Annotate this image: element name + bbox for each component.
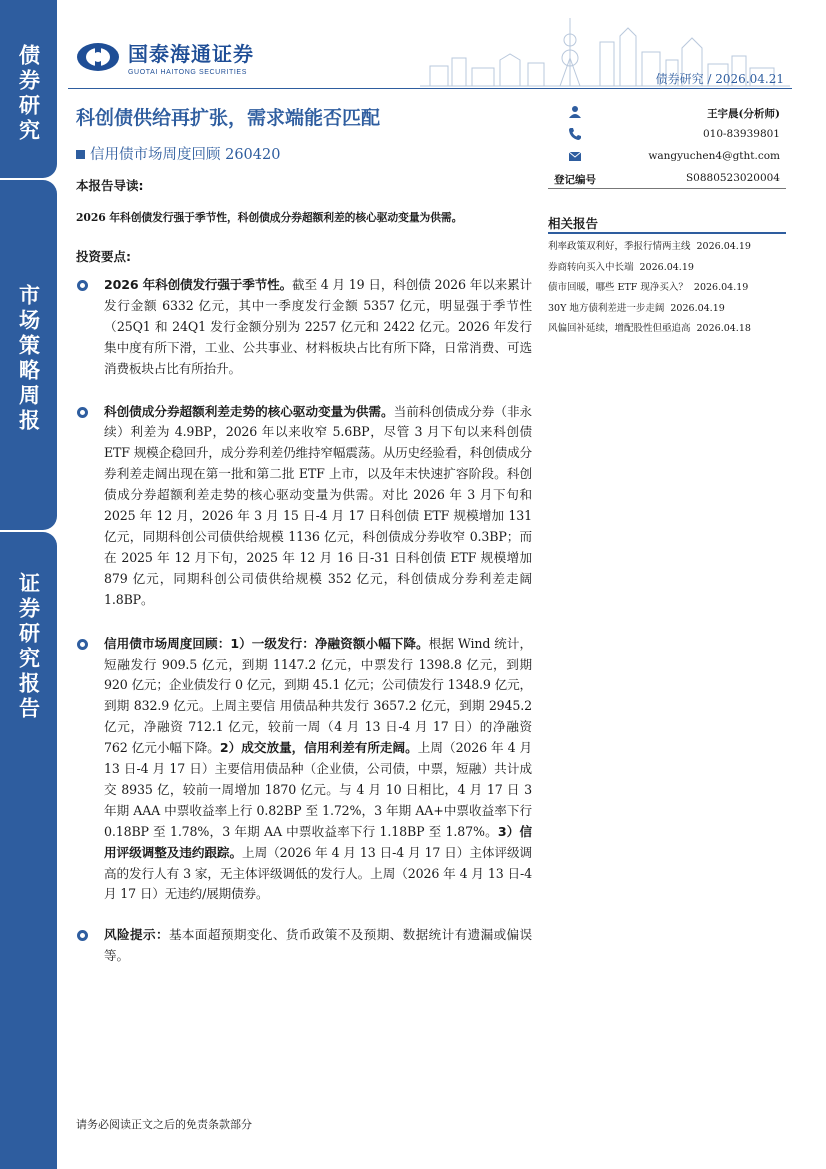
related-report-title: 风偏回补延续，增配股性但亟追高	[548, 323, 691, 334]
logo-chinese-name: 国泰海通证券	[128, 42, 254, 66]
bullet-circle-icon	[77, 639, 88, 650]
related-reports-heading: 相关报告	[548, 216, 599, 231]
related-report-title: 30Y 地方债利差进一步走阔	[548, 302, 665, 314]
bullet-circle-icon	[77, 930, 88, 941]
related-report-date: 2026.04.19	[693, 282, 749, 293]
sidebar-label-securities-report: 证券研究报告	[16, 572, 41, 722]
left-sidebar	[0, 0, 57, 1169]
analyst-name: 王宇晨(分析师)	[707, 108, 780, 120]
page-subtitle	[76, 143, 280, 164]
sidebar-label-market-strategy: 市场策略周报	[16, 284, 41, 434]
report-category-date: 债券研究 / 2026.04.21	[655, 72, 784, 86]
key-point-issuance	[76, 275, 532, 380]
bullet-circle-icon	[77, 280, 88, 291]
related-report-item[interactable]	[548, 258, 794, 279]
key-point-spread-driver	[76, 402, 532, 611]
key-point-weekly-review	[76, 634, 532, 906]
sidebar-block-bond-research	[0, 0, 57, 178]
key-point-body: 基本面超预期变化、货币政策不及预期、数据统计有遗漏或偏误等。	[104, 927, 532, 964]
header-divider	[68, 88, 792, 89]
key-point-lead: 风险提示：	[104, 927, 169, 943]
logo-english-name: GUOTAI HAITONG SECURITIES	[128, 69, 247, 76]
analyst-name-row	[548, 103, 786, 125]
key-point-lead: 科创债成分券超额利差走势的核心驱动变量为供需。	[104, 403, 394, 419]
related-reports-divider	[548, 232, 786, 234]
disclaimer-footer: 请务必阅读正文之后的免责条款部分	[76, 1118, 252, 1131]
analyst-divider	[548, 188, 786, 189]
person-icon	[568, 105, 582, 119]
related-report-date: 2026.04.19	[696, 241, 751, 252]
key-point-risk	[76, 925, 532, 967]
related-report-date: 2026.04.19	[670, 302, 725, 314]
square-bullet-icon	[76, 150, 85, 159]
related-report-title: 债市回暖，哪些 ETF 现净买入？	[548, 282, 688, 293]
related-report-item[interactable]	[548, 319, 794, 340]
related-report-item[interactable]	[548, 278, 794, 299]
logo-mark-icon	[76, 42, 120, 72]
sidebar-block-market-strategy	[0, 180, 57, 530]
sidebar-label-bond-research: 债券研究	[16, 44, 41, 144]
key-point-body: 截至 4 月 19 日，科创债 2026 年以来累计发行金额 6332 亿元，其中一季度发行金额 5357 亿元，明显强于季节性（25Q1 和 24Q1 发行金额分别为 2257 亿元和 2422 亿元。2026 年发行集中度有所下滑，工业、公共事业、材料板块占比有所下降，日常消费、可选消费板块占比有所抬升。	[104, 277, 532, 376]
analyst-phone-row	[548, 125, 786, 147]
main-content	[76, 176, 532, 967]
analyst-reg-label: 登记编号	[554, 174, 596, 186]
related-reports-list	[548, 237, 794, 340]
related-report-item[interactable]	[548, 299, 794, 320]
key-point-lead: 3）信用评级调整及违约跟踪。	[104, 823, 532, 860]
company-logo	[76, 38, 254, 76]
key-point-lead: 2026 年科创债发行强于季节性。	[104, 277, 293, 292]
subtitle-text: 信用债市场周度回顾 260420	[90, 147, 281, 163]
related-report-date: 2026.04.18	[696, 323, 751, 334]
analyst-reg-number: S0880523020004	[685, 172, 780, 184]
key-points-heading: 投资要点:	[76, 249, 131, 264]
sidebar-block-securities-report	[0, 532, 57, 1169]
key-point-body: 当前科创债成分券（非永续）利差为 4.9BP，2026 年以来收窄 5.6BP，尽管 3 月下旬以来科创债 ETF 规模企稳回升，成分券利差仍维持窄幅震荡。从历史经验看，科创债成分券利差走阔出现在第一批和第二批 ETF 上市，以及年末快速扩容阶段。科创债成分券超额利差走势的核心驱动变量为供需。对比 2026 年 3 月下旬和 2025 年 12 月，2026 年 3 月 15 日-4 月 17 日科创债 ETF 规模增加 131 亿元，同期科创公司债供给规模 1136 亿元，科创债成分券收窄 0.3BP；而在 2025 年 12 月下旬，2025 年 12 月 16 日-31 日科创债 ETF 规模增加 879 亿元，同期科创公司债供给规模 352 亿元，科创债成分券利差走阔 1.8BP。	[104, 403, 532, 607]
related-report-date: 2026.04.19	[639, 261, 694, 273]
analyst-phone: 010-83939801	[702, 128, 780, 140]
related-report-title: 券商转向买入中长端	[548, 261, 634, 273]
key-point-lead: 2）成交放量，信用利差有所走阔。	[219, 740, 418, 756]
key-point-body: 上周（2026 年 4 月 13 日-4 月 17 日）主要信用债品种（企业债，公司债，中票，短融）共计成交 8935 亿，较前一周增加 1870 亿元。与 4 月 10 日相比，4 月 17 日 3 年期 AAA 中票收益率上行 0.82BP 至 1.72%，3 年期 AA+中票收益率下行 0.18BP 至 1.78%，3 年期 AA 中票收益率下行 1.18BP 至 1.87%。	[104, 740, 532, 839]
key-point-body: 根据 Wind 统计，短融发行 909.5 亿元，到期 1147.2 亿元，中票发行 1398.8 亿元，到期 920 亿元；企业债发行 0 亿元，到期 45.1 亿元；公司债发行 1348.9 亿元，到期 832.9 亿元。上周主要信 用债品种共发行 3657.2 亿元，到期 2945.2 亿元，净融资 712.1 亿元，较前一周（4 月 13 日-4 月 17 日）的净融资 762 亿元小幅下降。	[104, 635, 532, 756]
phone-icon	[568, 127, 582, 141]
key-point-lead: 信用债市场周度回顾：1）一级发行：净融资额小幅下降。	[104, 635, 429, 651]
bullet-circle-icon	[77, 407, 88, 418]
intro-text: 2026 年科创债发行强于季节性，科创债成分券超额利差的核心驱动变量为供需。	[76, 211, 463, 224]
related-report-item[interactable]	[548, 237, 794, 258]
analyst-email[interactable]: wangyuchen4@gtht.com	[648, 150, 780, 162]
analyst-email-row	[548, 147, 786, 169]
page-title: 科创债供给再扩张，需求端能否匹配	[76, 107, 381, 129]
related-report-title: 利率政策双利好，季报行情两主线	[548, 241, 691, 252]
intro-heading: 本报告导读:	[76, 178, 144, 193]
analyst-info	[548, 103, 786, 191]
email-icon	[568, 149, 582, 163]
key-point-body: 上周（2026 年 4 月 13 日-4 月 17 日）主体评级调高的发行人有 3 家，无主体评级调低的发行人。上周（2026 年 4 月 13 日-4 月 17 日）无违约/展期债券。	[104, 844, 532, 902]
